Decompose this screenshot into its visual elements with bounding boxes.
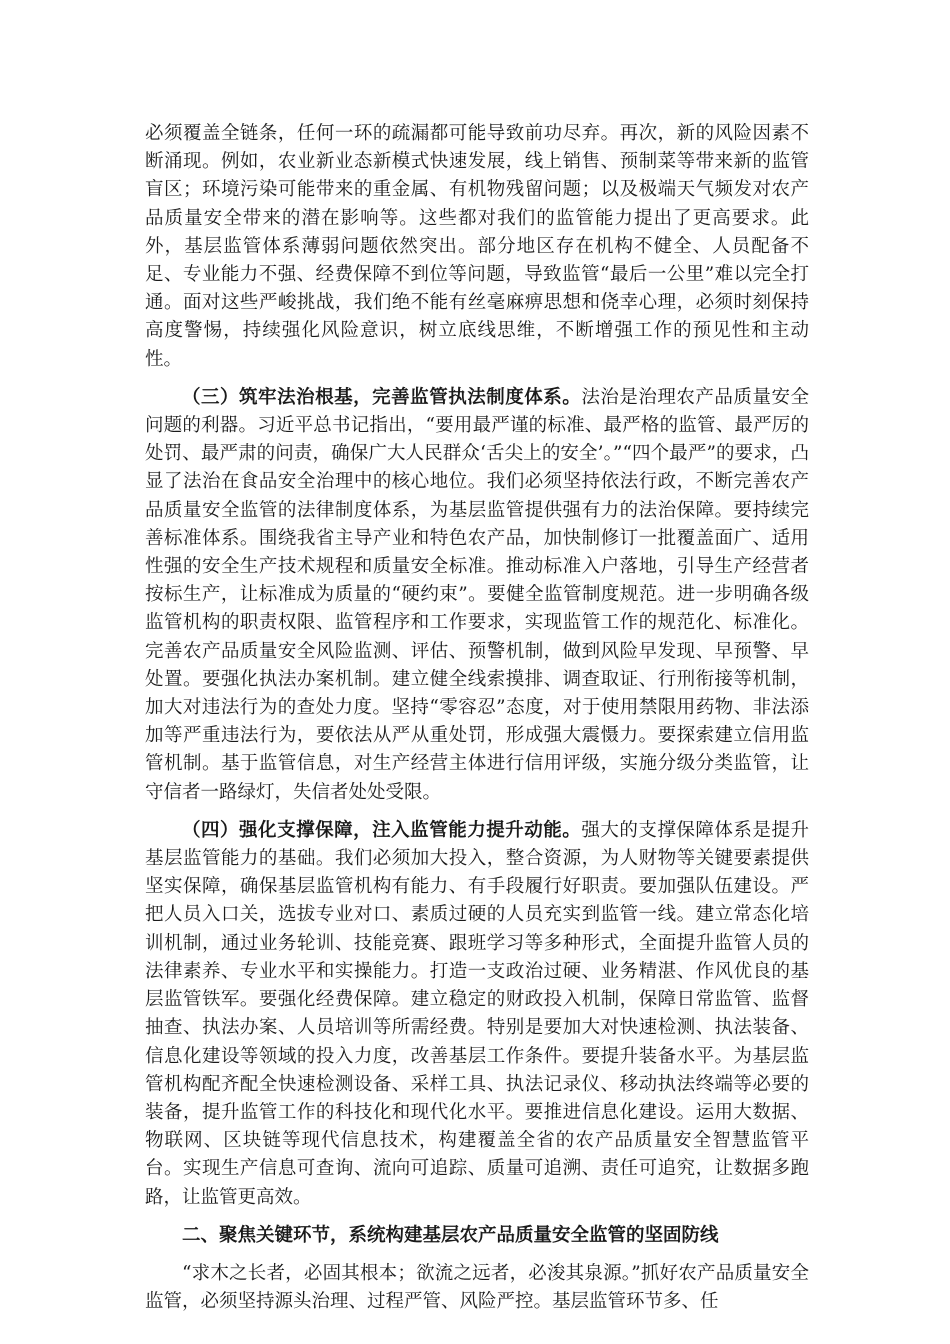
paragraph-lead-rule-of-law: （三）筑牢法治根基，完善监管执法制度体系。 xyxy=(182,386,582,408)
paragraph-lead-support-guarantee: （四）强化支撑保障，注入监管能力提升动能。 xyxy=(182,819,582,841)
paragraph-risk-challenges: 必须覆盖全链条，任何一环的疏漏都可能导致前功尽弃。再次，新的风险因素不断涌现。例如，农业新业态新模式快速发展，线上销售、预制菜等带来新的监管盲区；环境污染可能带来的重金属、有机物残留问题；以及极端天气频发对农产品质量安全带来的潜在影响等。这些都对我们的监管能力提出了更高要求。此外，基层监管体系薄弱问题依然突出。部分地区存在机构不健全、人员配备不足、专业能力不强、经费保障不到位等问题，导致监管“最后一公里”难以完全打通。面对这些严峻挑战，我们绝不能有丝毫麻痹思想和侥幸心理，必须时刻保持高度警惕，持续强化风险意识，树立底线思维，不断增强工作的预见性和主动性。 xyxy=(145,123,809,370)
paragraph-body-support-guarantee: 强大的支撑保障体系是提升基层监管能力的基础。我们必须加大投入，整合资源，为人财物等关键要素提供坚实保障，确保基层监管机构有能力、有手段履行好职责。要加强队伍建设。严把人员入口关，选拔专业对口、素质过硬的人员充实到监管一线。建立常态化培训机制，通过业务轮训、技能竞赛、跟班学习等多种形式，全面提升监管人员的法律素养、专业水平和实操能力。打造一支政治过硬、业务精湛、作风优良的基层监管铁军。要强化经费保障。建立稳定的财政投入机制，保障日常监管、监督抽查、执法办案、人员培训等所需经费。特别是要加大对快速检测、执法装备、信息化建设等领域的投入力度，改善基层工作条件。要提升装备水平。为基层监管机构配齐配全快速检测设备、采样工具、执法记录仪、移动执法终端等必要的装备，提升监管工作的科技化和现代化水平。要推进信息化建设。运用大数据、物联网、区块链等现代信息技术，构建覆盖全省的农产品质量安全智慧监管平台。实现生产信息可查询、流向可追踪、质量可追溯、责任可追究，让数据多跑路，让监管更高效。 xyxy=(145,819,809,1208)
section-heading: 二、聚焦关键环节，系统构建基层农产品质量安全监管的坚固防线 xyxy=(182,1224,719,1246)
paragraph-rule-of-law xyxy=(145,384,809,807)
paragraph-body-rule-of-law: 法治是治理农产品质量安全问题的利器。习近平总书记指出，“要用最严谨的标准、最严格的监管、最严厉的处罚、最严肃的问责，确保广大人民群众‘舌尖上的安全’。”“四个最严”的要求，凸显了法治在食品安全治理中的核心地位。我们必须坚持依法行政，不断完善农产品质量安全监管的法律制度体系，为基层监管提供强有力的法治保障。要持续完善标准体系。围绕我省主导产业和特色农产品，加快制修订一批覆盖面广、适用性强的安全生产技术规程和质量安全标准。推动标准入户落地，引导生产经营者按标生产，让标准成为质量的“硬约束”。要健全监管制度规范。进一步明确各级监管机构的职责权限、监管程序和工作要求，实现监管工作的规范化、标准化。完善农产品质量安全风险监测、评估、预警机制，做到风险早发现、早预警、早处置。要强化执法办案机制。建立健全线索摸排、调查取证、行刑衔接等机制，加大对违法行为的查处力度。坚持“零容忍”态度，对于使用禁限用药物、非法添加等严重违法行为，要依法从严从重处罚，形成强大震慑力。要探索建立信用监管机制。基于监管信息，对生产经营主体进行信用评级，实施分级分类监管，让守信者一路绿灯，失信者处处受限。 xyxy=(145,386,809,803)
document-page xyxy=(145,120,809,1326)
paragraph-section-intro: “求木之长者，必固其根本；欲流之远者，必浚其泉源。”抓好农产品质量安全监管，必须坚持源头治理、过程严管、风险严控。基层监管环节多、任 xyxy=(145,1262,809,1313)
paragraph-support-guarantee xyxy=(145,817,809,1212)
